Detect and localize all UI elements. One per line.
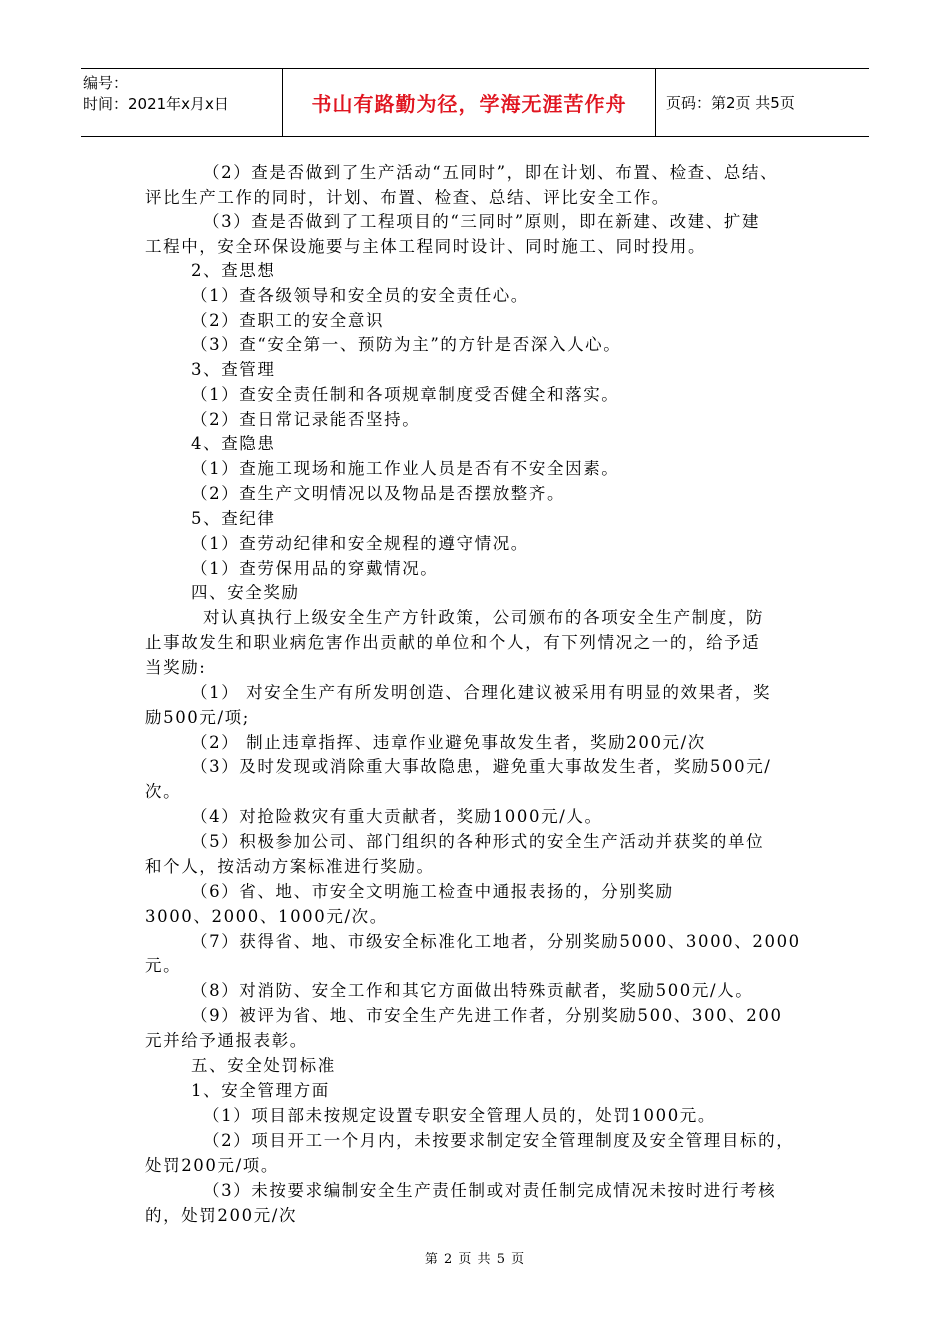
page-header <box>81 68 869 137</box>
body-line: 次。 <box>145 782 182 801</box>
section-heading: 3、查管理 <box>191 360 276 379</box>
body-line: （2）查是否做到了生产活动“五同时”，即在计划、布置、检查、总结、 <box>203 163 779 182</box>
body-line: 处罚200元/项。 <box>145 1156 279 1175</box>
section-heading: 五、安全处罚标准 <box>191 1056 336 1075</box>
page-footer: 第 2 页 共 5 页 <box>424 1252 526 1267</box>
body-line: 评比生产工作的同时，计划、布置、检查、总结、评比安全工作。 <box>145 188 670 207</box>
header-page-number: 页码：第2页 共5页 <box>666 94 795 112</box>
section-heading: 1、安全管理方面 <box>191 1081 330 1100</box>
body-line: （3）查“安全第一、预防为主”的方针是否深入人心。 <box>191 335 622 354</box>
section-heading: 2、查思想 <box>191 261 276 280</box>
body-line: （1）查各级领导和安全员的安全责任心。 <box>191 286 529 305</box>
header-motto: 书山有路勤为径，学海无涯苦作舟 <box>282 69 656 136</box>
body-line: 3000、2000、1000元/次。 <box>145 907 388 926</box>
section-heading: 4、查隐患 <box>191 434 276 453</box>
body-line: （1） 对安全生产有所发明创造、合理化建议被采用有明显的效果者，奖 <box>191 683 772 702</box>
body-line: 元。 <box>145 956 182 975</box>
document-date-label: 时间：2021年x月x日 <box>83 95 229 113</box>
body-line: （9）被评为省、地、市安全生产先进工作者，分别奖励500、300、200 <box>191 1006 783 1025</box>
body-line: （8）对消防、安全工作和其它方面做出特殊贡献者，奖励500元/人。 <box>191 981 754 1000</box>
header-meta <box>81 69 282 136</box>
body-line: 止事故发生和职业病危害作出贡献的单位和个人，有下列情况之一的，给予适 <box>145 633 761 652</box>
body-line: （1）查劳保用品的穿戴情况。 <box>191 559 439 578</box>
body-line: （1）查劳动纪律和安全规程的遵守情况。 <box>191 534 529 553</box>
body-line: （1）项目部未按规定设置专职安全管理人员的，处罚1000元。 <box>203 1106 716 1125</box>
body-line: （2）查生产文明情况以及物品是否摆放整齐。 <box>191 484 566 503</box>
body-line: （6）省、地、市安全文明施工检查中通报表扬的，分别奖励 <box>191 882 674 901</box>
section-heading: 四、安全奖励 <box>191 583 300 602</box>
body-line: （4）对抢险救灾有重大贡献者，奖励1000元/人。 <box>191 807 603 826</box>
section-heading: 5、查纪律 <box>191 509 276 528</box>
body-line: （2）查职工的安全意识 <box>191 311 385 330</box>
body-line: 工程中，安全环保设施要与主体工程同时设计、同时施工、同时投用。 <box>145 237 707 256</box>
body-line: 元并给予通报表彰。 <box>145 1031 308 1050</box>
body-line: （3）查是否做到了工程项目的“三同时”原则，即在新建、改建、扩建 <box>203 212 761 231</box>
body-line: （3）及时发现或消除重大事故隐患，避免重大事故发生者，奖励500元/ <box>191 757 772 776</box>
body-line: 对认真执行上级安全生产方针政策，公司颁布的各项安全生产制度，防 <box>203 608 765 627</box>
body-line: （7）获得省、地、市级安全标准化工地者，分别奖励5000、3000、2000 <box>191 932 801 951</box>
body-line: 的，处罚200元/次 <box>145 1206 298 1225</box>
document-number-label: 编号： <box>83 74 129 92</box>
body-line: （2）项目开工一个月内，未按要求制定安全管理制度及安全管理目标的， <box>203 1131 795 1150</box>
body-line: （5）积极参加公司、部门组织的各种形式的安全生产活动并获奖的单位 <box>191 832 765 851</box>
body-line: （1）查安全责任制和各项规章制度受否健全和落实。 <box>191 385 620 404</box>
body-line: （3）未按要求编制安全生产责任制或对责任制完成情况未按时进行考核 <box>203 1181 777 1200</box>
body-line: 励500元/项; <box>145 708 250 727</box>
body-line: （1）查施工现场和施工作业人员是否有不安全因素。 <box>191 459 620 478</box>
body-line: （2） 制止违章指挥、违章作业避免事故发生者，奖励200元/次 <box>191 733 706 752</box>
body-line: 和个人，按活动方案标准进行奖励。 <box>145 857 435 876</box>
body-line: （2）查日常记录能否坚持。 <box>191 410 421 429</box>
body-line: 当奖励: <box>145 658 207 677</box>
